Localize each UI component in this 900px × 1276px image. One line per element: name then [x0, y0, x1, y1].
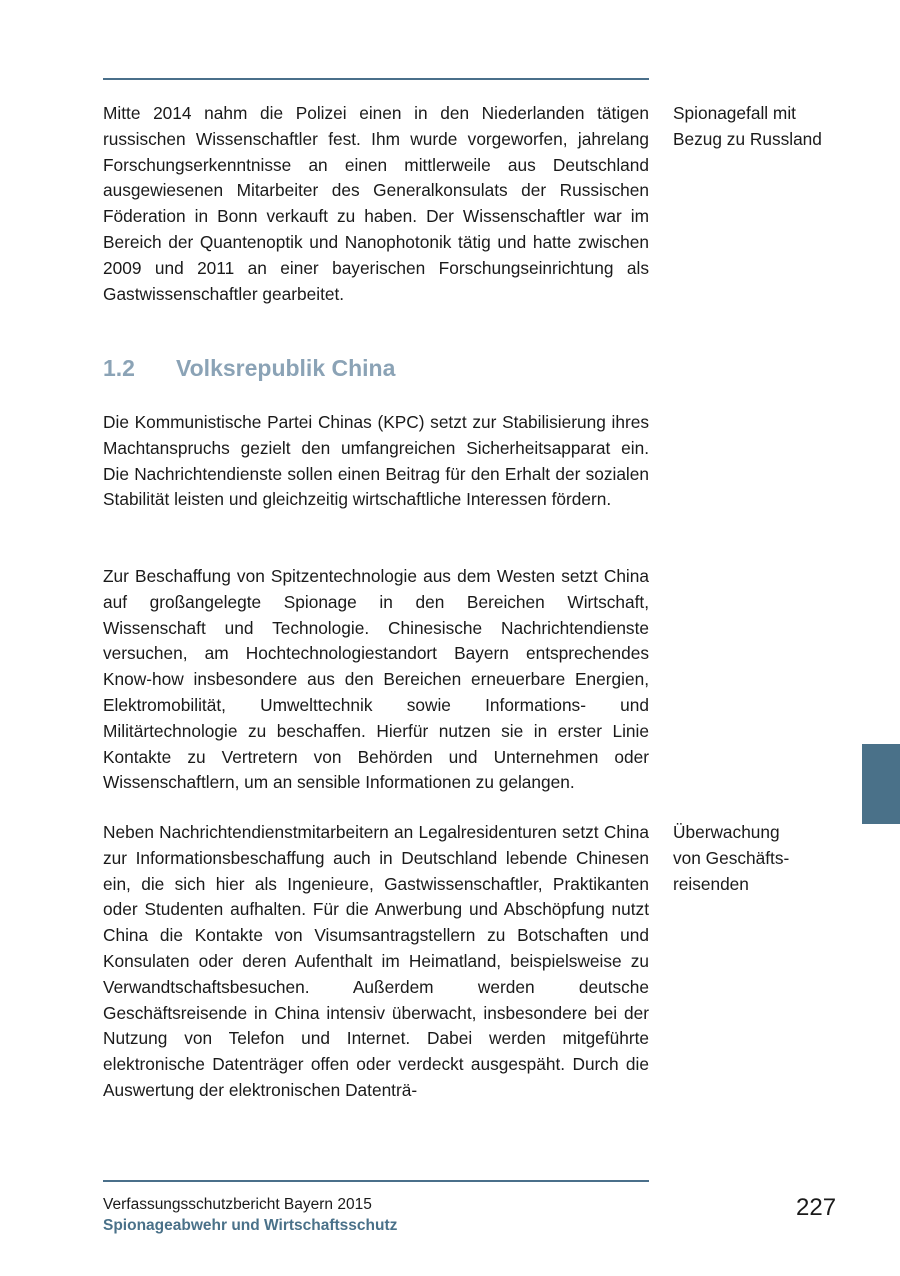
paragraph-informants: Neben Nachrichtendienstmitarbeitern an Legalresidenturen setzt China zur Informationsbeschaffung auch in Deutschland lebende Chinesen ein, die sich hier als Ingenieure, Gastwissenschaftler, Praktikanten oder Studenten aufhalten. Für die Anwerbung und Abschöpfung nutzt China die Kontakte von Visumsantragstellern zu Botschaften und Konsulaten oder deren Aufenthalt im Heimatland, beispielsweise zu Verwandtschaftsbesuchen. Außerdem werden deutsche Geschäftsreisende in China intensiv überwacht, insbesondere bei der Nutzung von Telefon und Internet. Dabei werden mitgeführte elektronische Datenträger offen oder verdeckt ausgespäht. Durch die Auswertung der elektronischen Datenträ- — [103, 822, 649, 1100]
paragraph-russia-case: Mitte 2014 nahm die Polizei einen in den Niederlanden tätigen russischen Wissenschaftler fest. Ihm wurde vorgeworfen, jahrelang Forschungserkenntnisse an einen mittlerweile aus Deutschland ausgewiesenen Mitarbeiter des Generalkonsulats der Russischen Föderation in Bonn verkauft zu haben. Der Wissenschaftler war im Bereich der Quantenoptik und Nanophotonik tätig und hatte zwischen 2009 und 2011 an einer bayerischen Forschungseinrichtung als Gastwissenschaftler gearbeitet. — [103, 103, 649, 304]
margin-note-russia: Spionagefall mit Bezug zu Russland — [673, 103, 822, 149]
bottom-divider — [103, 1180, 649, 1182]
top-divider — [103, 78, 649, 80]
paragraph-technology-espionage: Zur Beschaffung von Spitzentechnologie aus dem Westen setzt China auf großangelegte Spionage in den Bereichen Wirtschaft, Wissenschaft und Technologie. Chinesische Nachrichtendienste versuchen, am Hochtechnologiestandort Bayern entsprechendes Know-how insbesondere aus den Bereichen erneuerbare Energien, Elektromobilität, Umwelttechnik sowie Informations- und Militärtechnologie zu beschaffen. Hierfür nutzen sie in erster Linie Kontakte zu Vertretern von Behörden und Unternehmen oder Wissenschaftlern, um an sensible Informationen zu gelangen. — [103, 566, 649, 793]
page-number: 227 — [796, 1194, 837, 1221]
section-heading — [103, 355, 395, 382]
section-number: 1.2 — [103, 355, 135, 381]
chapter-tab-marker — [862, 744, 900, 824]
paragraph-kpc: Die Kommunistische Partei Chinas (KPC) setzt zur Stabilisierung ihres Machtanspruchs gezielt den umfangreichen Sicherheitsapparat ein. Die Nachrichtendienste sollen einen Beitrag für den Erhalt der sozialen Stabilität leisten und gleichzeitig wirtschaftliche Interessen fördern. — [103, 412, 649, 510]
section-title: Volksrepublik China — [176, 355, 396, 381]
margin-note-surveillance: Überwachung von Geschäfts-reisenden — [673, 822, 790, 894]
footer-report-title: Verfassungsschutzbericht Bayern 2015 — [103, 1196, 372, 1213]
footer-chapter-title: Spionageabwehr und Wirtschaftsschutz — [103, 1217, 398, 1234]
